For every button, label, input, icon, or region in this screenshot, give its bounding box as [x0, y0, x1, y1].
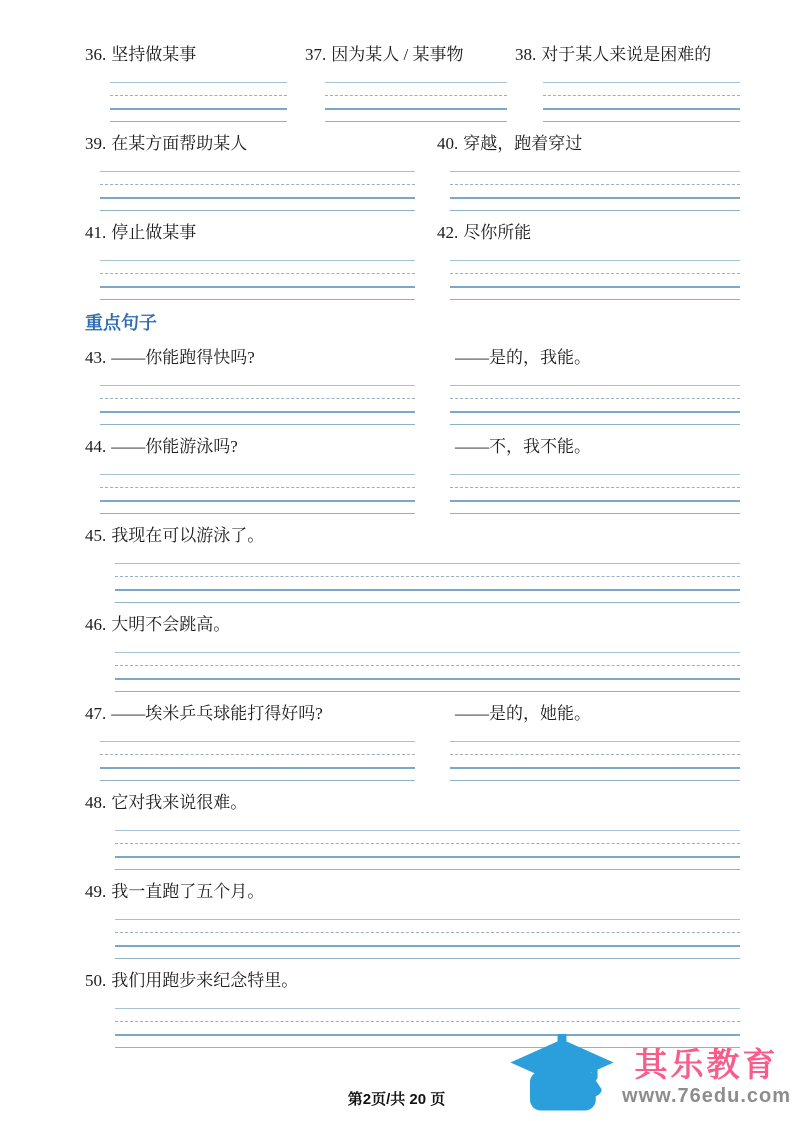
writing-line-dashed-mid — [115, 1021, 740, 1034]
writing-lines — [115, 652, 740, 693]
question-text: ——你能游泳吗? — [111, 437, 238, 456]
sentence-label — [85, 614, 740, 636]
phrase-item-38 — [515, 44, 740, 123]
writing-lines — [543, 82, 740, 123]
sentence-item-48 — [85, 792, 740, 871]
item-number: 50. — [85, 971, 107, 990]
writing-lines — [115, 563, 740, 604]
writing-line-solid-strong — [115, 856, 740, 869]
writing-line-solid-strong — [450, 197, 740, 210]
item-number: 49. — [85, 882, 107, 901]
writing-lines — [100, 385, 415, 426]
writing-line-solid-top — [450, 171, 740, 184]
item-text: 坚持做某事 — [111, 45, 197, 64]
writing-lines — [100, 474, 415, 515]
sentence-text: 它对我来说很难。 — [111, 793, 248, 812]
writing-lines — [325, 82, 507, 123]
writing-line-dashed-mid — [115, 932, 740, 945]
phrase-row-41-42 — [85, 222, 740, 301]
item-text: 穿越，跑着穿过 — [463, 134, 583, 153]
writing-lines — [450, 474, 740, 515]
phrase-item-42 — [437, 222, 740, 301]
item-number: 45. — [85, 526, 107, 545]
writing-line-solid-top — [115, 563, 740, 576]
sentence-text: 我们用跑步来纪念特里。 — [111, 971, 299, 990]
phrase-label — [437, 133, 740, 155]
writing-line-solid-strong — [450, 411, 740, 424]
writing-line-dashed-mid — [100, 184, 415, 197]
writing-line-solid-top — [115, 652, 740, 665]
section-heading-key-sentences: 重点句子 — [85, 313, 157, 333]
writing-lines — [450, 741, 740, 782]
writing-line-dashed-mid — [100, 398, 415, 411]
writing-line-solid-bottom — [110, 121, 287, 123]
answer-text: ——不，我不能。 — [455, 437, 591, 456]
phrase-label — [85, 222, 437, 244]
writing-lines — [100, 260, 415, 301]
writing-line-solid-bottom — [115, 869, 740, 871]
sentence-text: 我现在可以游泳了。 — [111, 526, 265, 545]
writing-line-solid-top — [325, 82, 507, 95]
sentence-answer-43 — [437, 347, 740, 426]
writing-line-solid-bottom — [100, 780, 415, 782]
phrase-label — [305, 44, 515, 66]
phrase-label — [515, 44, 740, 66]
writing-line-dashed-mid — [325, 95, 507, 108]
writing-line-solid-strong — [100, 286, 415, 299]
item-number: 47. — [85, 704, 107, 723]
question-text: ——埃米乒乓球能打得好吗? — [111, 704, 323, 723]
writing-line-solid-top — [115, 830, 740, 843]
writing-line-solid-strong — [100, 767, 415, 780]
writing-line-solid-strong — [450, 767, 740, 780]
brand-logo — [506, 1034, 791, 1119]
writing-line-solid-bottom — [325, 121, 507, 123]
writing-line-solid-strong — [115, 589, 740, 602]
sentence-answer-44 — [437, 436, 740, 515]
writing-line-dashed-mid — [115, 843, 740, 856]
writing-line-solid-bottom — [100, 513, 415, 515]
sentence-item-46 — [85, 614, 740, 693]
item-text: 对于某人来说是困难的 — [541, 45, 712, 64]
writing-lines — [100, 741, 415, 782]
brand-text-block — [622, 1046, 791, 1108]
writing-line-dashed-mid — [450, 754, 740, 767]
brand-name: 其乐教育 — [634, 1045, 779, 1083]
writing-line-solid-strong — [325, 108, 507, 121]
writing-line-solid-top — [450, 474, 740, 487]
item-text: 停止做某事 — [111, 223, 197, 242]
writing-line-dashed-mid — [100, 273, 415, 286]
writing-line-solid-strong — [450, 286, 740, 299]
sentence-label — [85, 970, 740, 992]
writing-line-solid-strong — [543, 108, 740, 121]
item-number: 40. — [437, 134, 459, 153]
item-number: 36. — [85, 45, 107, 64]
phrase-label — [85, 133, 437, 155]
item-number: 37. — [305, 45, 327, 64]
writing-lines — [100, 171, 415, 212]
writing-line-solid-top — [100, 474, 415, 487]
item-number: 38. — [515, 45, 537, 64]
writing-line-solid-bottom — [100, 299, 415, 301]
writing-line-solid-bottom — [450, 780, 740, 782]
writing-line-solid-top — [450, 385, 740, 398]
writing-line-solid-strong — [450, 500, 740, 513]
question-label — [85, 703, 437, 725]
question-text: ——你能跑得快吗? — [111, 348, 255, 367]
writing-line-solid-bottom — [450, 210, 740, 212]
writing-line-solid-top — [450, 260, 740, 273]
item-number: 48. — [85, 793, 107, 812]
writing-line-dashed-mid — [110, 95, 287, 108]
phrase-item-37 — [305, 44, 515, 123]
writing-line-dashed-mid — [115, 665, 740, 678]
writing-line-dashed-mid — [100, 487, 415, 500]
question-label — [85, 436, 437, 458]
sentence-item-49 — [85, 881, 740, 960]
sentence-text: 我一直跑了五个月。 — [111, 882, 265, 901]
writing-lines — [450, 171, 740, 212]
writing-line-solid-bottom — [100, 424, 415, 426]
writing-line-solid-top — [543, 82, 740, 95]
item-number: 43. — [85, 348, 107, 367]
writing-line-dashed-mid — [450, 184, 740, 197]
sentence-label — [85, 881, 740, 903]
writing-line-solid-top — [110, 82, 287, 95]
writing-line-solid-bottom — [543, 121, 740, 123]
item-number: 41. — [85, 223, 107, 242]
writing-line-solid-bottom — [100, 210, 415, 212]
question-label — [85, 347, 437, 369]
writing-line-solid-strong — [115, 945, 740, 958]
phrase-row-39-40 — [85, 133, 740, 212]
phrase-label — [85, 44, 305, 66]
phrase-label — [437, 222, 740, 244]
item-text: 在某方面帮助某人 — [111, 134, 248, 153]
sentence-item-45 — [85, 525, 740, 604]
sentence-label — [85, 525, 740, 547]
writing-line-solid-bottom — [115, 958, 740, 960]
writing-line-solid-bottom — [115, 691, 740, 693]
writing-lines — [450, 260, 740, 301]
writing-lines — [115, 919, 740, 960]
writing-line-solid-top — [100, 741, 415, 754]
writing-line-solid-strong — [115, 678, 740, 691]
phrase-item-39 — [85, 133, 437, 212]
writing-line-solid-bottom — [450, 424, 740, 426]
writing-line-solid-top — [100, 385, 415, 398]
writing-line-dashed-mid — [115, 576, 740, 589]
phrase-item-36 — [85, 44, 305, 123]
sentence-question-47 — [85, 703, 437, 782]
writing-line-solid-strong — [100, 411, 415, 424]
sentence-answer-47 — [437, 703, 740, 782]
writing-line-solid-strong — [110, 108, 287, 121]
writing-lines — [115, 830, 740, 871]
phrase-item-40 — [437, 133, 740, 212]
answer-text: ——是的，她能。 — [455, 704, 591, 723]
item-number: 46. — [85, 615, 107, 634]
writing-line-solid-top — [100, 171, 415, 184]
writing-line-solid-top — [115, 919, 740, 932]
writing-line-solid-strong — [100, 197, 415, 210]
writing-line-dashed-mid — [450, 487, 740, 500]
item-number: 42. — [437, 223, 459, 242]
writing-line-solid-bottom — [450, 299, 740, 301]
writing-line-solid-top — [100, 260, 415, 273]
answer-text: ——是的，我能。 — [455, 348, 591, 367]
sentence-question-44 — [85, 436, 437, 515]
sentence-row-43 — [85, 347, 740, 426]
sentence-question-43 — [85, 347, 437, 426]
sentence-label — [85, 792, 740, 814]
writing-line-dashed-mid — [543, 95, 740, 108]
item-text: 尽你所能 — [463, 223, 532, 242]
writing-lines — [450, 385, 740, 426]
writing-line-dashed-mid — [100, 754, 415, 767]
page-number: 第2页/共 20 页 — [347, 1091, 446, 1108]
sentence-row-44 — [85, 436, 740, 515]
sentence-text: 大明不会跳高。 — [111, 615, 231, 634]
brand-website: www.76edu.com — [622, 1084, 791, 1107]
writing-line-dashed-mid — [450, 273, 740, 286]
writing-line-solid-strong — [100, 500, 415, 513]
item-text: 因为某人 / 某事物 — [331, 45, 464, 64]
sentence-row-47 — [85, 703, 740, 782]
item-number: 44. — [85, 437, 107, 456]
writing-line-solid-bottom — [115, 602, 740, 604]
graduation-cap-icon — [506, 1034, 618, 1119]
item-number: 39. — [85, 134, 107, 153]
writing-line-dashed-mid — [450, 398, 740, 411]
phrase-item-41 — [85, 222, 437, 301]
writing-line-solid-top — [115, 1008, 740, 1021]
writing-lines — [110, 82, 287, 123]
phrase-row-36-38 — [85, 44, 740, 123]
writing-line-solid-top — [450, 741, 740, 754]
writing-line-solid-bottom — [450, 513, 740, 515]
